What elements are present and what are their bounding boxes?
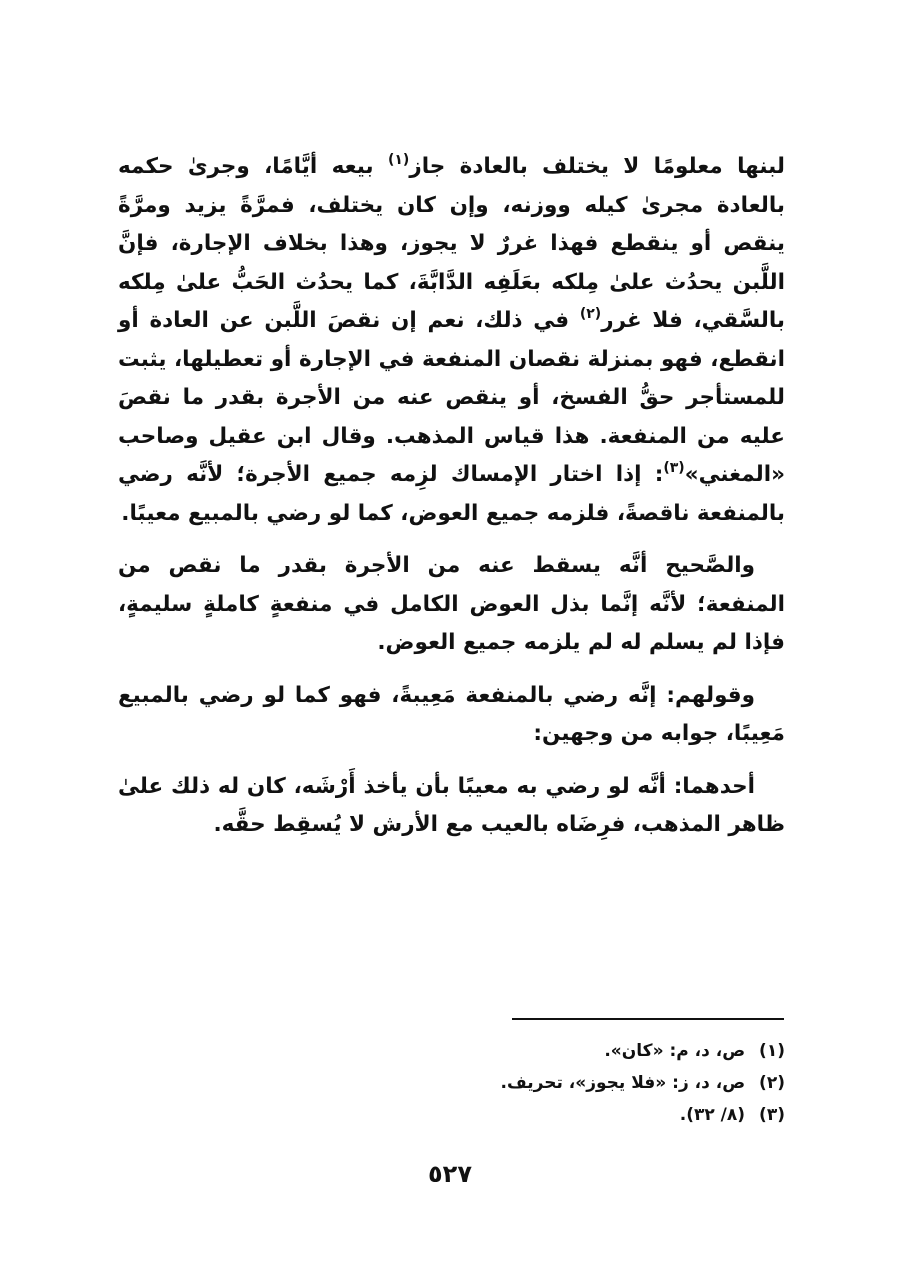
footnote-text: ص، د، م: «كان».	[604, 1041, 746, 1061]
paragraph-1-part-c: في ذلك، نعم إن نقصَ اللَّبن عن العادة أو انقطع، فهو بمنزلة نقصان المنفعة في الإجارة أو تعطيلها، يثبت للمستأجر حقُّ الفسخ، أو ينقص عنه من الأجرة بقدر ما نقصَ عليه من المنفعة. هذا قياس المذهب. وقال ابن عقيل وصاحب «المغني»	[118, 308, 785, 487]
footnote-ref-3[interactable]: (٣)	[663, 460, 685, 476]
paragraph-2: والصَّحيح أنَّه يسقط عنه من الأجرة بقدر ما نقص من المنفعة؛ لأنَّه إنَّما بذل العوض الكامل في منفعةٍ كاملةٍ سليمةٍ، فإذا لم يسلم له لم يلزمه جميع العوض.	[118, 553, 785, 655]
main-text	[118, 148, 785, 845]
footnote-ref-2[interactable]: (٢)	[579, 306, 602, 322]
paragraph-1-part-a: لبنها معلومًا لا يختلف بالعادة جاز	[409, 154, 785, 179]
footnote-number: (١)	[759, 1041, 785, 1061]
paragraph-1-part-b: بيعه أيَّامًا، وجرىٰ حكمه بالعادة مجرىٰ كيله ووزنه، وإن كان يختلف، فمرَّةً يزيد ومرَّةً ينقص أو ينقطع فهذا غررٌ لا يجوز، وهذا بخلاف الإجارة، فإنَّ اللَّبن يحدُث علىٰ مِلكه بعَلَفِه الدَّابَّةَ، كما يحدُث الحَبُّ علىٰ مِلكه بالسَّقي، فلا غرر	[118, 154, 785, 333]
footnote-separator	[512, 1018, 784, 1020]
footnotes	[118, 1035, 785, 1131]
footnote-3	[118, 1099, 785, 1131]
footnote-2	[118, 1067, 785, 1099]
paragraph-1-part-d: : إذا اختار الإمساك لزِمه جميع الأجرة؛ لأنَّه رضي بالمنفعة ناقصةً، فلزمه جميع العوض، كما لو رضي بالمبيع معيبًا.	[118, 462, 785, 526]
paragraph-3: وقولهم: إنَّه رضي بالمنفعة مَعِيبةً، فهو كما لو رضي بالمبيع مَعِيبًا، جوابه من وجهين:	[118, 682, 785, 746]
footnote-text: (٨/ ٣٢).	[679, 1105, 746, 1125]
footnote-number: (٣)	[759, 1105, 785, 1125]
footnote-text: ص، د، ز: «فلا يجوز»، تحريف.	[500, 1073, 746, 1093]
paragraph-1	[118, 148, 785, 533]
footnote-1	[118, 1035, 785, 1067]
page-number: ٥٢٧	[428, 1160, 472, 1188]
footnote-ref-1[interactable]: (١)	[387, 152, 410, 168]
paragraph-4: أحدهما: أنَّه لو رضي به معيبًا بأن يأخذ أَرْشَه، كان له ذلك علىٰ ظاهر المذهب، فرِضَاه بالعيب مع الأرش لا يُسقِط حقَّه.	[118, 773, 785, 837]
footnote-number: (٢)	[759, 1073, 785, 1093]
